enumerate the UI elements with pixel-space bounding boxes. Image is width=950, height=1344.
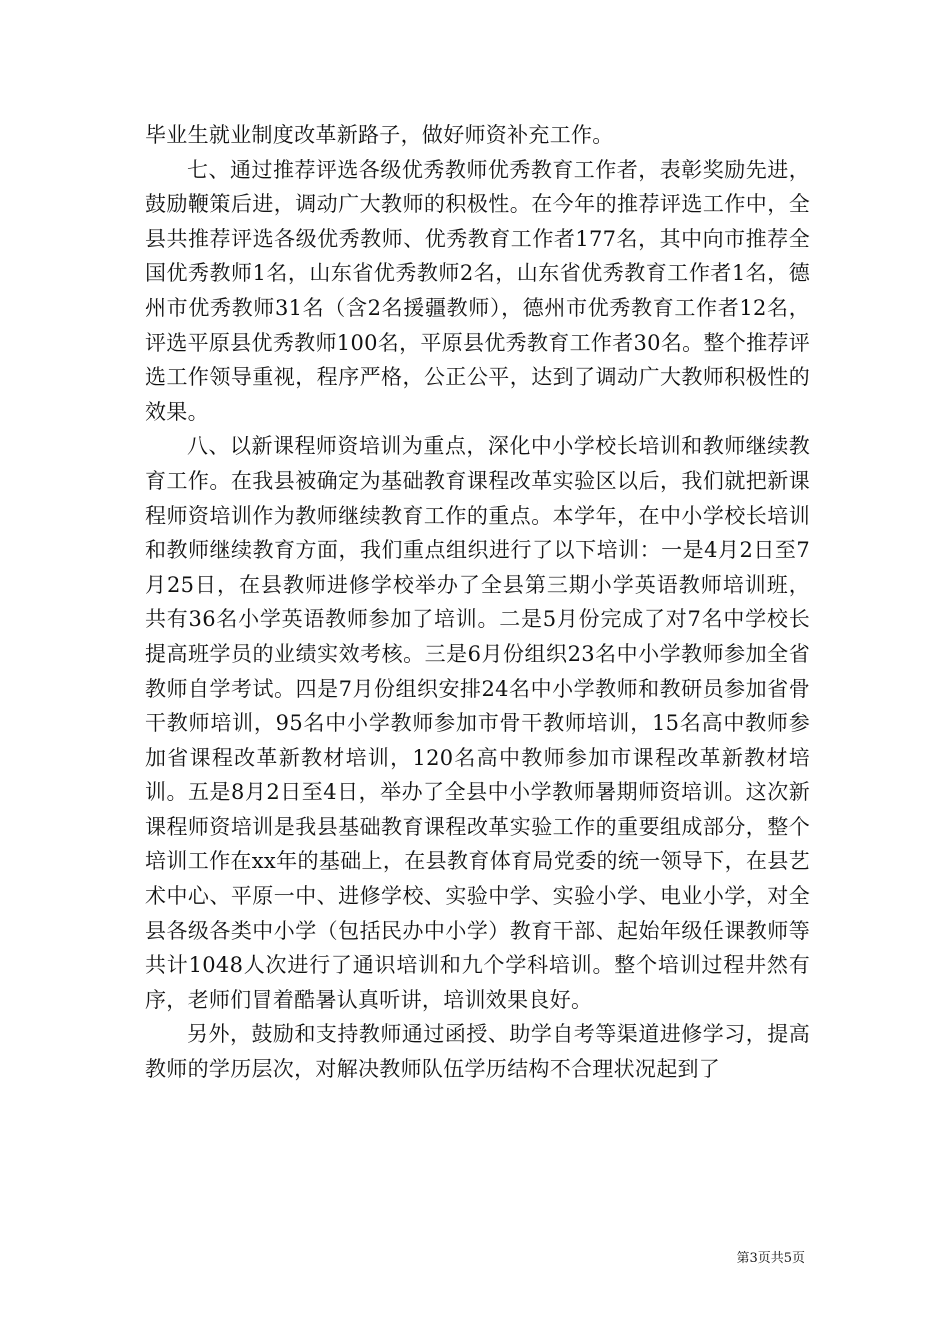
paragraph-continuation: 毕业生就业制度改革新路子，做好师资补充工作。 <box>145 123 614 147</box>
paragraph-additional: 另外，鼓励和支持教师通过函授、助学自考等渠道进修学习，提高教师的学历层次，对解决教师队伍学历结构不合理状况起到了 <box>145 1022 810 1082</box>
document-body <box>145 118 810 1087</box>
paragraph-section-eight: 八、以新课程师资培训为重点，深化中小学校长培训和教师继续教育工作。在我县被确定为基础教育课程改革实验区以后，我们就把新课程师资培训作为教师继续教育工作的重点。本学年，在中小学校长培训和教师继续教育方面，我们重点组织进行了以下培训：一是4月2日至7月25日，在县教师进修学校举办了全县第三期小学英语教师培训班，共有36名小学英语教师参加了培训。二是5月份完成了对7名中学校长提高班学员的业绩实效考核。三是6月份组织23名中小学教师参加全省教师自学考试。四是7月份组织安排24名中小学教师和教研员参加省骨干教师培训，95名中小学教师参加市骨干教师培训，15名高中教师参加省课程改革新教材培训，120名高中教师参加市课程改革新教材培训。五是8月2日至4日，举办了全县中小学教师暑期师资培训。这次新课程师资培训是我县基础教育课程改革实验工作的重要组成部分，整个培训工作在xx年的基础上，在县教育体育局党委的统一领导下，在县艺术中心、平原一中、进修学校、实验中学、实验小学、电业小学，对全县各级各类中小学（包括民办中小学）教育干部、起始年级任课教师等共计1048人次进行了通识培训和九个学科培训。整个培训过程井然有序，老师们冒着酷暑认真听讲，培训效果良好。 <box>145 434 810 1012</box>
paragraph-section-seven: 七、通过推荐评选各级优秀教师优秀教育工作者，表彰奖励先进，鼓励鞭策后进，调动广大教师的积极性。在今年的推荐评选工作中，全县共推荐评选各级优秀教师、优秀教育工作者177名，其中向市推荐全国优秀教师1名，山东省优秀教师2名，山东省优秀教育工作者1名，德州市优秀教师31名（含2名援疆教师），德州市优秀教育工作者12名，评选平原县优秀教师100名，平原县优秀教育工作者30名。整个推荐评选工作领导重视，程序严格，公正公平，达到了调动广大教师积极性的效果。 <box>145 157 810 424</box>
page-number-footer: 第3页共5页 <box>736 1251 805 1266</box>
